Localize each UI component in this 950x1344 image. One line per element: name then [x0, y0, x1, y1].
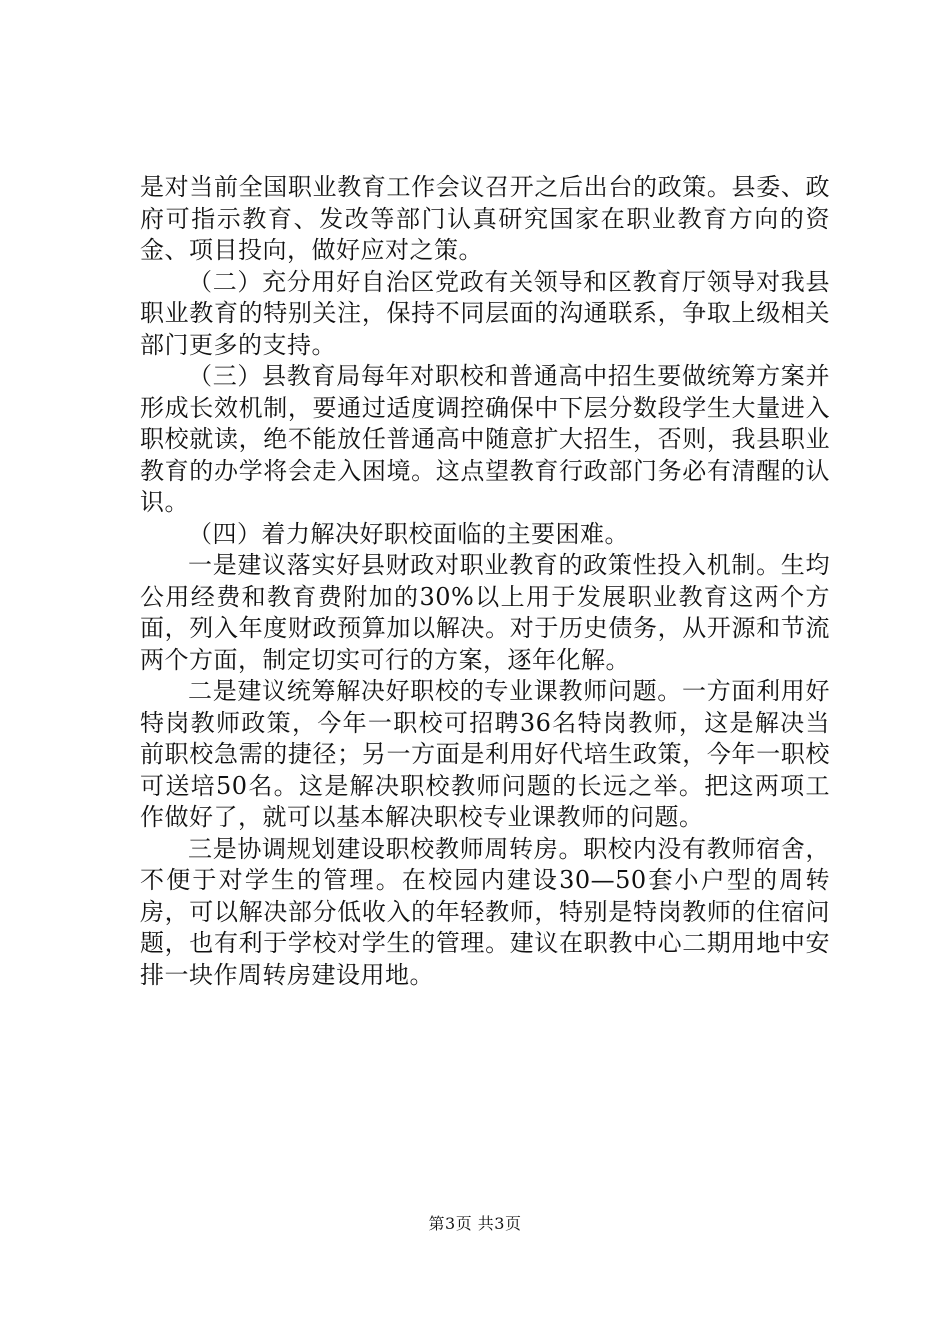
paragraph-section-2: （二）充分用好自治区党政有关领导和区教育厅领导对我县职业教育的特别关注，保持不同层面的沟通联系，争取上级相关部门更多的支持。 — [140, 267, 830, 359]
paragraph-section-3: （三）县教育局每年对职校和普通高中招生要做统筹方案并形成长效机制，要通过适度调控确保中下层分数段学生大量进入职校就读，绝不能放任普通高中随意扩大招生，否则，我县职业教育的办学将会走入困境。这点望教育行政部门务必有清醒的认识。 — [140, 362, 830, 516]
paragraph-item-1: 一是建议落实好县财政对职业教育的政策性投入机制。生均公用经费和教育费附加的30%以上用于发展职业教育这两个方面，列入年度财政预算加以解决。对于历史债务，从开源和节流两个方面，制定切实可行的方案，逐年化解。 — [140, 551, 830, 674]
paragraph-item-2: 二是建议统筹解决好职校的专业课教师问题。一方面利用好特岗教师政策，今年一职校可招聘36名特岗教师，这是解决当前职校急需的捷径；另一方面是利用好代培生政策，今年一职校可送培50名。这是解决职校教师问题的长远之举。把这两项工作做好了，就可以基本解决职校专业课教师的问题。 — [140, 677, 830, 831]
document-body — [140, 172, 830, 991]
paragraph-item-3: 三是协调规划建设职校教师周转房。职校内没有教师宿舍，不便于对学生的管理。在校园内建设30—50套小户型的周转房，可以解决部分低收入的年轻教师，特别是特岗教师的住宿问题，也有利于学校对学生的管理。建议在职教中心二期用地中安排一块作周转房建设用地。 — [140, 834, 830, 989]
page-footer: 第3页 共3页 — [428, 1214, 522, 1233]
paragraph-section-4-heading: （四）着力解决好职校面临的主要困难。 — [188, 519, 629, 548]
paragraph-continuation: 是对当前全国职业教育工作会议召开之后出台的政策。县委、政府可指示教育、发改等部门认真研究国家在职业教育方向的资金、项目投向，做好应对之策。 — [140, 173, 830, 264]
